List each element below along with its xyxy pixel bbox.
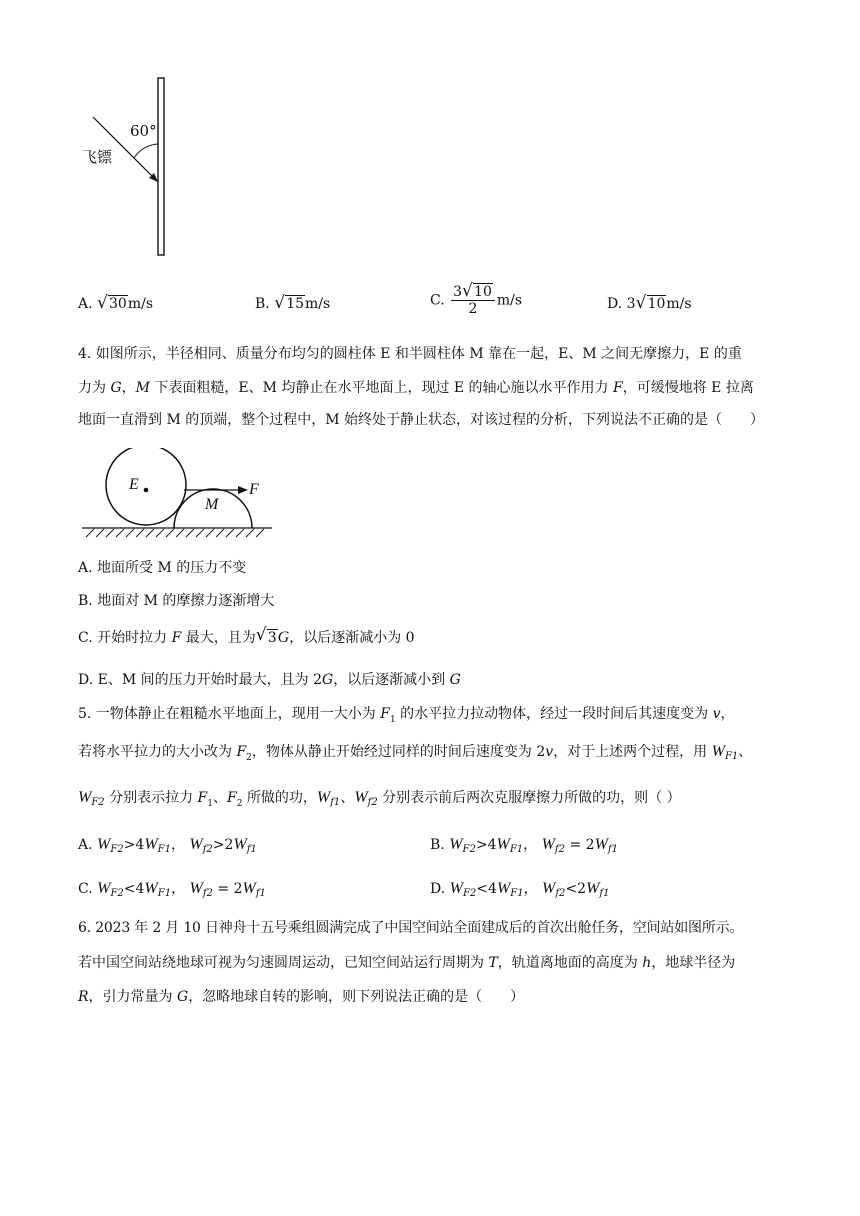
sqrt-3: √ 3 — [255, 625, 277, 646]
label-e: E — [129, 476, 139, 493]
q4-option-a[interactable]: A. 地面所受 M 的压力不变 — [78, 560, 247, 576]
cylinder-e — [106, 448, 186, 525]
q4-option-b[interactable]: B. 地面对 M 的摩擦力逐渐增大 — [78, 593, 275, 609]
q3-option-a[interactable]: A. √ 30m/s — [78, 293, 154, 313]
q6-line-1: 6. 2023 年 2 月 10 日神舟十五号乘组圆满完成了中国空间站全面建成后的首次出舱任务，空间站如图所示。 — [78, 920, 744, 936]
q4-option-c[interactable]: C. 开始时拉力 F 最大，且为 √ 3G，以后逐渐减小为 0 — [78, 625, 415, 646]
q5-line-3: $W_{F2}$ 分别表示拉力 $F_1$、$F_2$ 所做的功，$W_{f1}$、$W_{f2}$ 分别表示前后两次克服摩擦力所做的功，则（ ） — [78, 789, 681, 809]
q5-option-b[interactable]: B. $W_{F2}>4W_{F1}$， $W_{f2} = 2W_{f1}$ — [430, 836, 618, 855]
dart-figure — [78, 70, 188, 265]
sqrt-30: √ 30 — [97, 293, 127, 313]
angle-label: 60° — [130, 122, 157, 140]
q3-option-b[interactable]: B. √ 15m/s — [255, 293, 331, 313]
q5-line-1: 5. 一物体静止在粗糙水平地面上，现用一大小为 $F_1$ 的水平拉力拉动物体，经过一段时间后其速度变为 v， — [78, 706, 735, 725]
q6-line-2: 若中国空间站绕地球可视为匀速圆周运动，已知空间站运行周期为 T，轨道离地面的高度为 h，地球半径为 — [78, 955, 736, 971]
q4-line-1: 4. 如图所示，半径相同、质量分布均匀的圆柱体 E 和半圆柱体 M 靠在一起，E、M 之间无摩擦力，E 的重 — [78, 346, 742, 362]
q4-line-2: 力为 G，M 下表面粗糙，E、M 均静止在水平地面上，现过 E 的轴心施以水平作用力 F，可缓慢地将 E 拉离 — [78, 380, 754, 396]
dart-label: 飞镖 — [82, 148, 113, 166]
q3-option-c[interactable]: C. 3 √ 10 2 m/s — [430, 281, 523, 317]
cylinder-figure — [78, 448, 278, 538]
q4-line-3: 地面一直滑到 M 的顶端，整个过程中，M 始终处于静止状态，对该过程的分析，下列说法不正确的是（ ） — [78, 412, 765, 428]
q5-option-d[interactable]: D. $W_{F2}<4W_{F1}$， $W_{f2}<2W_{f1}$ — [430, 880, 610, 899]
label-m: M — [205, 496, 219, 513]
q5-option-a[interactable]: A. $W_{F2}>4W_{F1}$， $W_{f2}>2W_{f1}$ — [78, 836, 257, 855]
board — [158, 78, 164, 255]
q3-option-d[interactable]: D. 3 √ 10m/s — [607, 293, 692, 313]
axis-dot — [144, 488, 149, 493]
q5-option-c[interactable]: C. $W_{F2}<4W_{F1}$， $W_{f2} = 2W_{f1}$ — [78, 880, 266, 899]
q4-option-d[interactable]: D. E、M 间的压力开始时最大，且为 2G，以后逐渐减小到 G — [78, 672, 461, 688]
label-f: F — [249, 481, 259, 498]
sqrt-15: √ 15 — [274, 293, 305, 313]
q6-line-3: R，引力常量为 G，忽略地球自转的影响，则下列说法正确的是（ ） — [78, 989, 525, 1005]
ground-hatching — [86, 529, 264, 537]
q5-line-2: 若将水平拉力的大小改为 $F_2$，物体从静止开始经过同样的时间后速度变为 2v，对于上述两个过程，用 $W_{F1}$、 — [78, 743, 753, 763]
angle-arc — [134, 144, 158, 158]
